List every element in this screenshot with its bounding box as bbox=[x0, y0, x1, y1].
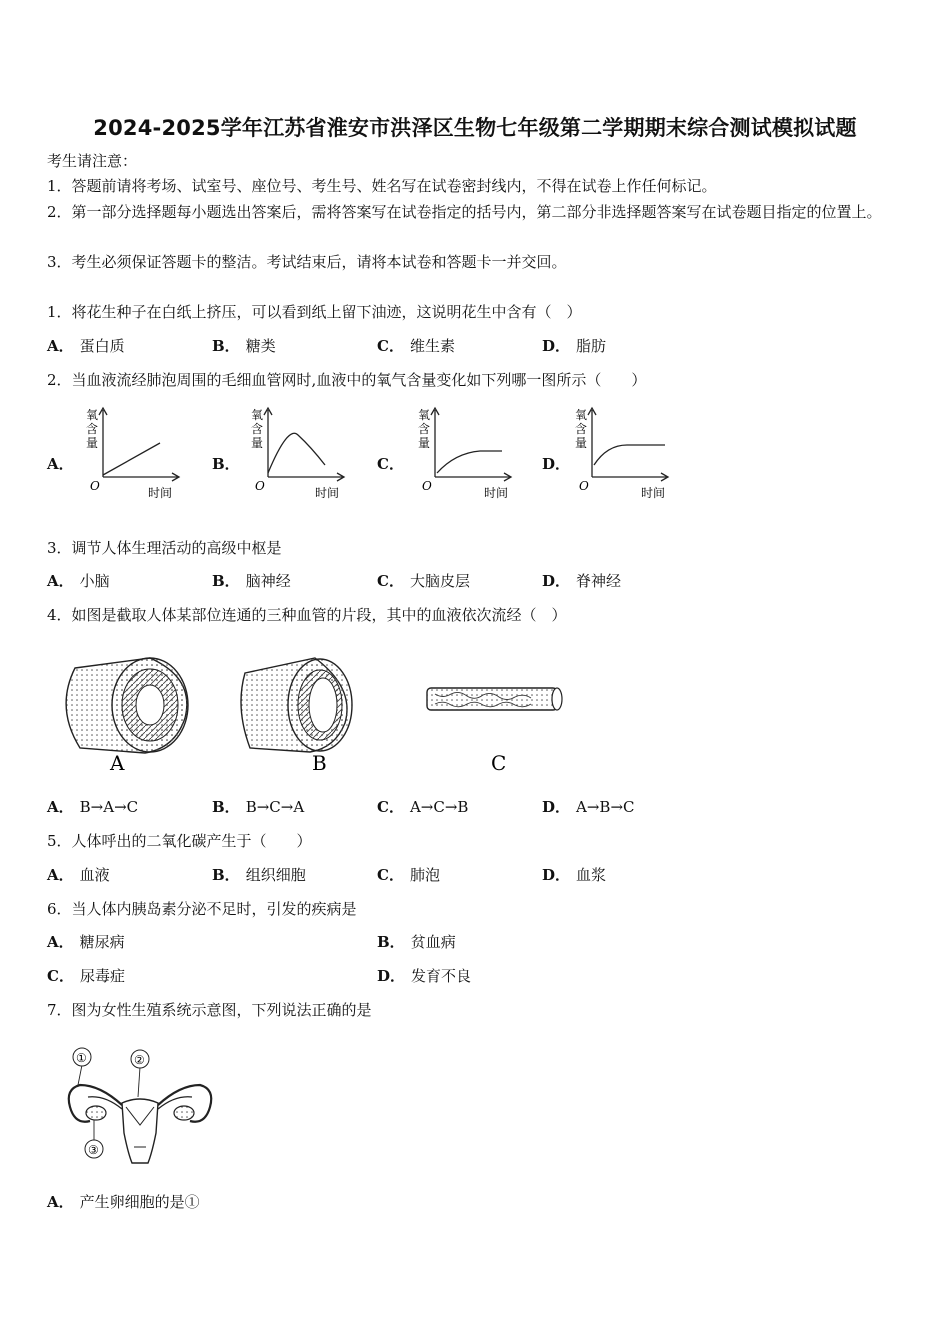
option-b[interactable]: B． 贫血病 bbox=[377, 933, 456, 951]
question-stem: 6．当人体内胰岛素分泌不足时，引发的疾病是 bbox=[47, 900, 357, 918]
figure-label-b: B bbox=[312, 751, 327, 775]
option-c[interactable]: C． 肺泡 bbox=[377, 866, 440, 884]
option-d[interactable]: D． 脂肪 bbox=[542, 337, 607, 355]
graph-origin: O bbox=[422, 479, 432, 493]
option-b[interactable]: B． 组织细胞 bbox=[212, 866, 306, 884]
graph-y-label-2: 含 bbox=[86, 422, 99, 436]
vessel-a-artery bbox=[66, 658, 188, 753]
graph-origin: O bbox=[255, 479, 265, 493]
option-a[interactable]: A． bbox=[47, 455, 74, 473]
graph-x-label: 时间 bbox=[641, 486, 666, 500]
figure-label-a: A bbox=[110, 751, 125, 775]
graph-curve bbox=[268, 433, 325, 473]
option-c[interactable]: C． A→C→B bbox=[377, 798, 469, 816]
svg-text:氧: 氧 bbox=[251, 408, 264, 422]
option-d[interactable]: D． 发育不良 bbox=[377, 967, 472, 985]
option-c[interactable]: C． 大脑皮层 bbox=[377, 572, 470, 590]
option-d[interactable]: D． bbox=[542, 455, 571, 473]
svg-text:含: 含 bbox=[418, 422, 431, 436]
svg-text:氧: 氧 bbox=[418, 408, 431, 422]
svg-text:量: 量 bbox=[418, 436, 431, 450]
option-d[interactable]: D． A→B→C bbox=[542, 798, 635, 816]
question-stem: 5．人体呼出的二氧化碳产生于（ ） bbox=[47, 832, 312, 850]
option-b[interactable]: B． bbox=[212, 455, 240, 473]
graph-curve bbox=[594, 445, 665, 465]
notice-item: 2．第一部分选择题每小题选出答案后，需将答案写在试卷指定的括号内，第二部分非选择题答案写在试卷题目指定的位置上。 bbox=[47, 203, 882, 221]
option-d[interactable]: D． 脊神经 bbox=[542, 572, 622, 590]
notice-item: 3．考生必须保证答题卡的整洁。考试结束后，请将本试卷和答题卡一并交回。 bbox=[47, 253, 567, 271]
option-b[interactable]: B． 糖类 bbox=[212, 337, 276, 355]
svg-text:含: 含 bbox=[575, 422, 588, 436]
option-d[interactable]: D． 血浆 bbox=[542, 866, 607, 884]
svg-text:含: 含 bbox=[251, 422, 264, 436]
question-stem: 2．当血液流经肺泡周围的毛细血管网时,血液中的氧气含量变化如下列哪一图所示（ ） bbox=[47, 371, 647, 389]
vessel-b-vein bbox=[241, 658, 352, 752]
option-b[interactable]: B． 脑神经 bbox=[212, 572, 291, 590]
oxygen-graph-b bbox=[243, 405, 353, 505]
blood-vessels-figure bbox=[55, 648, 575, 778]
figure-label-1: ① bbox=[76, 1051, 87, 1065]
option-a[interactable]: A． 小脑 bbox=[47, 572, 110, 590]
option-c[interactable]: C． 维生素 bbox=[377, 337, 455, 355]
figure-label-c: C bbox=[491, 751, 507, 775]
graph-y-label-1: 氧 bbox=[86, 408, 99, 422]
option-a[interactable]: A． 血液 bbox=[47, 866, 110, 884]
oxygen-graph-c bbox=[410, 405, 520, 505]
option-a[interactable]: A． 糖尿病 bbox=[47, 933, 125, 951]
figure-label-3: ③ bbox=[88, 1143, 99, 1157]
graph-origin: O bbox=[579, 479, 589, 493]
vessel-c-capillary bbox=[427, 688, 562, 710]
svg-text:量: 量 bbox=[251, 436, 264, 450]
left-ovary bbox=[86, 1106, 106, 1120]
graph-curve bbox=[103, 443, 160, 475]
figure-label-2: ② bbox=[134, 1053, 145, 1067]
graph-origin: O bbox=[90, 479, 100, 493]
graph-x-label: 时间 bbox=[315, 486, 340, 500]
question-stem: 3．调节人体生理活动的高级中枢是 bbox=[47, 539, 282, 557]
svg-text:氧: 氧 bbox=[575, 408, 588, 422]
notice-item: 1．答题前请将考场、试室号、座位号、考生号、姓名写在试卷密封线内，不得在试卷上作任何标记。 bbox=[47, 177, 717, 195]
graph-x-label: 时间 bbox=[484, 486, 509, 500]
option-a[interactable]: A． 产生卵细胞的是① bbox=[47, 1193, 200, 1211]
option-a[interactable]: A． 蛋白质 bbox=[47, 337, 125, 355]
right-ovary bbox=[174, 1106, 194, 1120]
graph-y-label-3: 量 bbox=[86, 436, 99, 450]
notice-heading: 考生请注意： bbox=[47, 152, 138, 170]
question-stem: 1．将花生种子在白纸上挤压，可以看到纸上留下油迹，这说明花生中含有（ ） bbox=[47, 303, 582, 321]
svg-text:量: 量 bbox=[575, 436, 588, 450]
option-c[interactable]: C． bbox=[377, 455, 404, 473]
question-stem: 4．如图是截取人体某部位连通的三种血管的片段，其中的血液依次流经（ ） bbox=[47, 606, 567, 624]
graph-curve bbox=[437, 451, 502, 473]
graph-x-label: 时间 bbox=[148, 486, 173, 500]
option-c[interactable]: C． 尿毒症 bbox=[47, 967, 125, 985]
oxygen-graph-d bbox=[567, 405, 677, 505]
female-reproductive-system-figure bbox=[60, 1045, 220, 1170]
option-a[interactable]: A． B→A→C bbox=[47, 798, 139, 816]
option-b[interactable]: B． B→C→A bbox=[212, 798, 305, 816]
oxygen-graph-a bbox=[78, 405, 188, 505]
question-stem: 7．图为女性生殖系统示意图，下列说法正确的是 bbox=[47, 1001, 372, 1019]
page-title: 2024-2025学年江苏省淮安市洪泽区生物七年级第二学期期末综合测试模拟试题 bbox=[93, 116, 857, 140]
